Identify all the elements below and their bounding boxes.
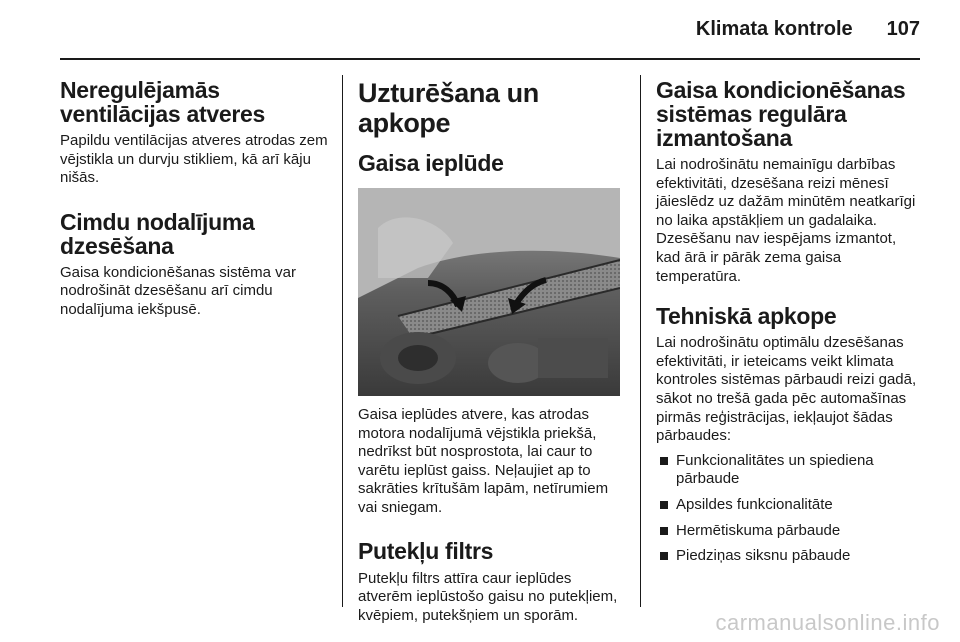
column-left — [60, 78, 328, 320]
check-list — [656, 452, 922, 566]
list-item: Hermētiskuma pārbaude — [656, 522, 922, 541]
heading-glovebox-cooling: Cimdu nodalījuma dzesēšana — [60, 208, 255, 259]
header-rule — [60, 58, 920, 60]
column-right — [656, 78, 922, 573]
pollen-filter-text: Putekļu filtrs attīra caur ieplūdes atverēm ieplūstošo gaisu no putekļiem, kvēpiem, putekšņiem un sporām. — [358, 569, 618, 624]
heading-maintenance: Uzturēšana un apkope — [358, 78, 539, 138]
column-divider — [342, 75, 343, 607]
service-text: Lai nodrošinātu optimālu dzesēšanas efektivitāti, ir ieteicams veikt klimata kontroles sistēmas pārbaudi reizi gadā, sākot no trešā gada pēc automašīnas pirmās reģistrācijas, iekļaujot šādas pārbaudes: — [656, 334, 917, 445]
list-item: Piedziņas siksnu pābaude — [656, 547, 922, 566]
bullet-icon — [660, 457, 668, 465]
bullet-icon — [660, 527, 668, 535]
list-item: Apsildes funkcionalitāte — [656, 496, 922, 515]
heading-ventilation: Neregulējamās ventilācijas atveres — [60, 77, 265, 127]
heading-pollen-filter: Putekļu filtrs — [358, 537, 494, 564]
page-header — [696, 18, 920, 41]
bullet-icon — [660, 501, 668, 509]
ventilation-text: Papildu ventilācijas atveres atrodas zem vējstikla un durvju stikliem, kā arī kāju nišās. — [60, 132, 328, 187]
list-item: Funkcionalitātes un spiediena pārbaude — [656, 452, 922, 489]
watermark: carmanualsonline.info — [715, 610, 940, 635]
column-divider — [640, 75, 641, 607]
column-middle — [358, 78, 626, 625]
heading-service: Tehniskā apkope — [656, 303, 837, 330]
page-number: 107 — [886, 18, 920, 40]
regular-use-text: Lai nodrošinātu nemainīgu darbības efektivitāti, dzesēšana reizi mēnesī jāieslēdz uz dažām minūtēm neatkarīgi no laika apstākļiem un gadalaika. Dzesēšanu nav iespējams izmantot, kad ārā ir pārāk zema gaisa temperatūra. — [656, 156, 916, 285]
bullet-icon — [660, 552, 668, 560]
air-intake-caption: Gaisa ieplūdes atvere, kas atrodas motora nodalījumā vējstikla priekšā, nedrīkst būt nosprostota, lai caur to varētu ieplūst gaiss. Neļaujiet ap to sakrāties krītušām lapām, netīrumiem vai sniegam. — [358, 406, 609, 516]
air-intake-photo — [358, 188, 620, 396]
heading-regular-use: Gaisa kondicionēšanas sistēmas regulāra izmantošana — [656, 77, 906, 151]
heading-air-intake: Gaisa ieplūde — [358, 150, 504, 176]
glovebox-text: Gaisa kondicionēšanas sistēma var nodrošināt dzesēšanu arī cimdu nodalījuma iekšpusē. — [60, 263, 296, 318]
section-title: Klimata kontrole — [695, 18, 853, 40]
